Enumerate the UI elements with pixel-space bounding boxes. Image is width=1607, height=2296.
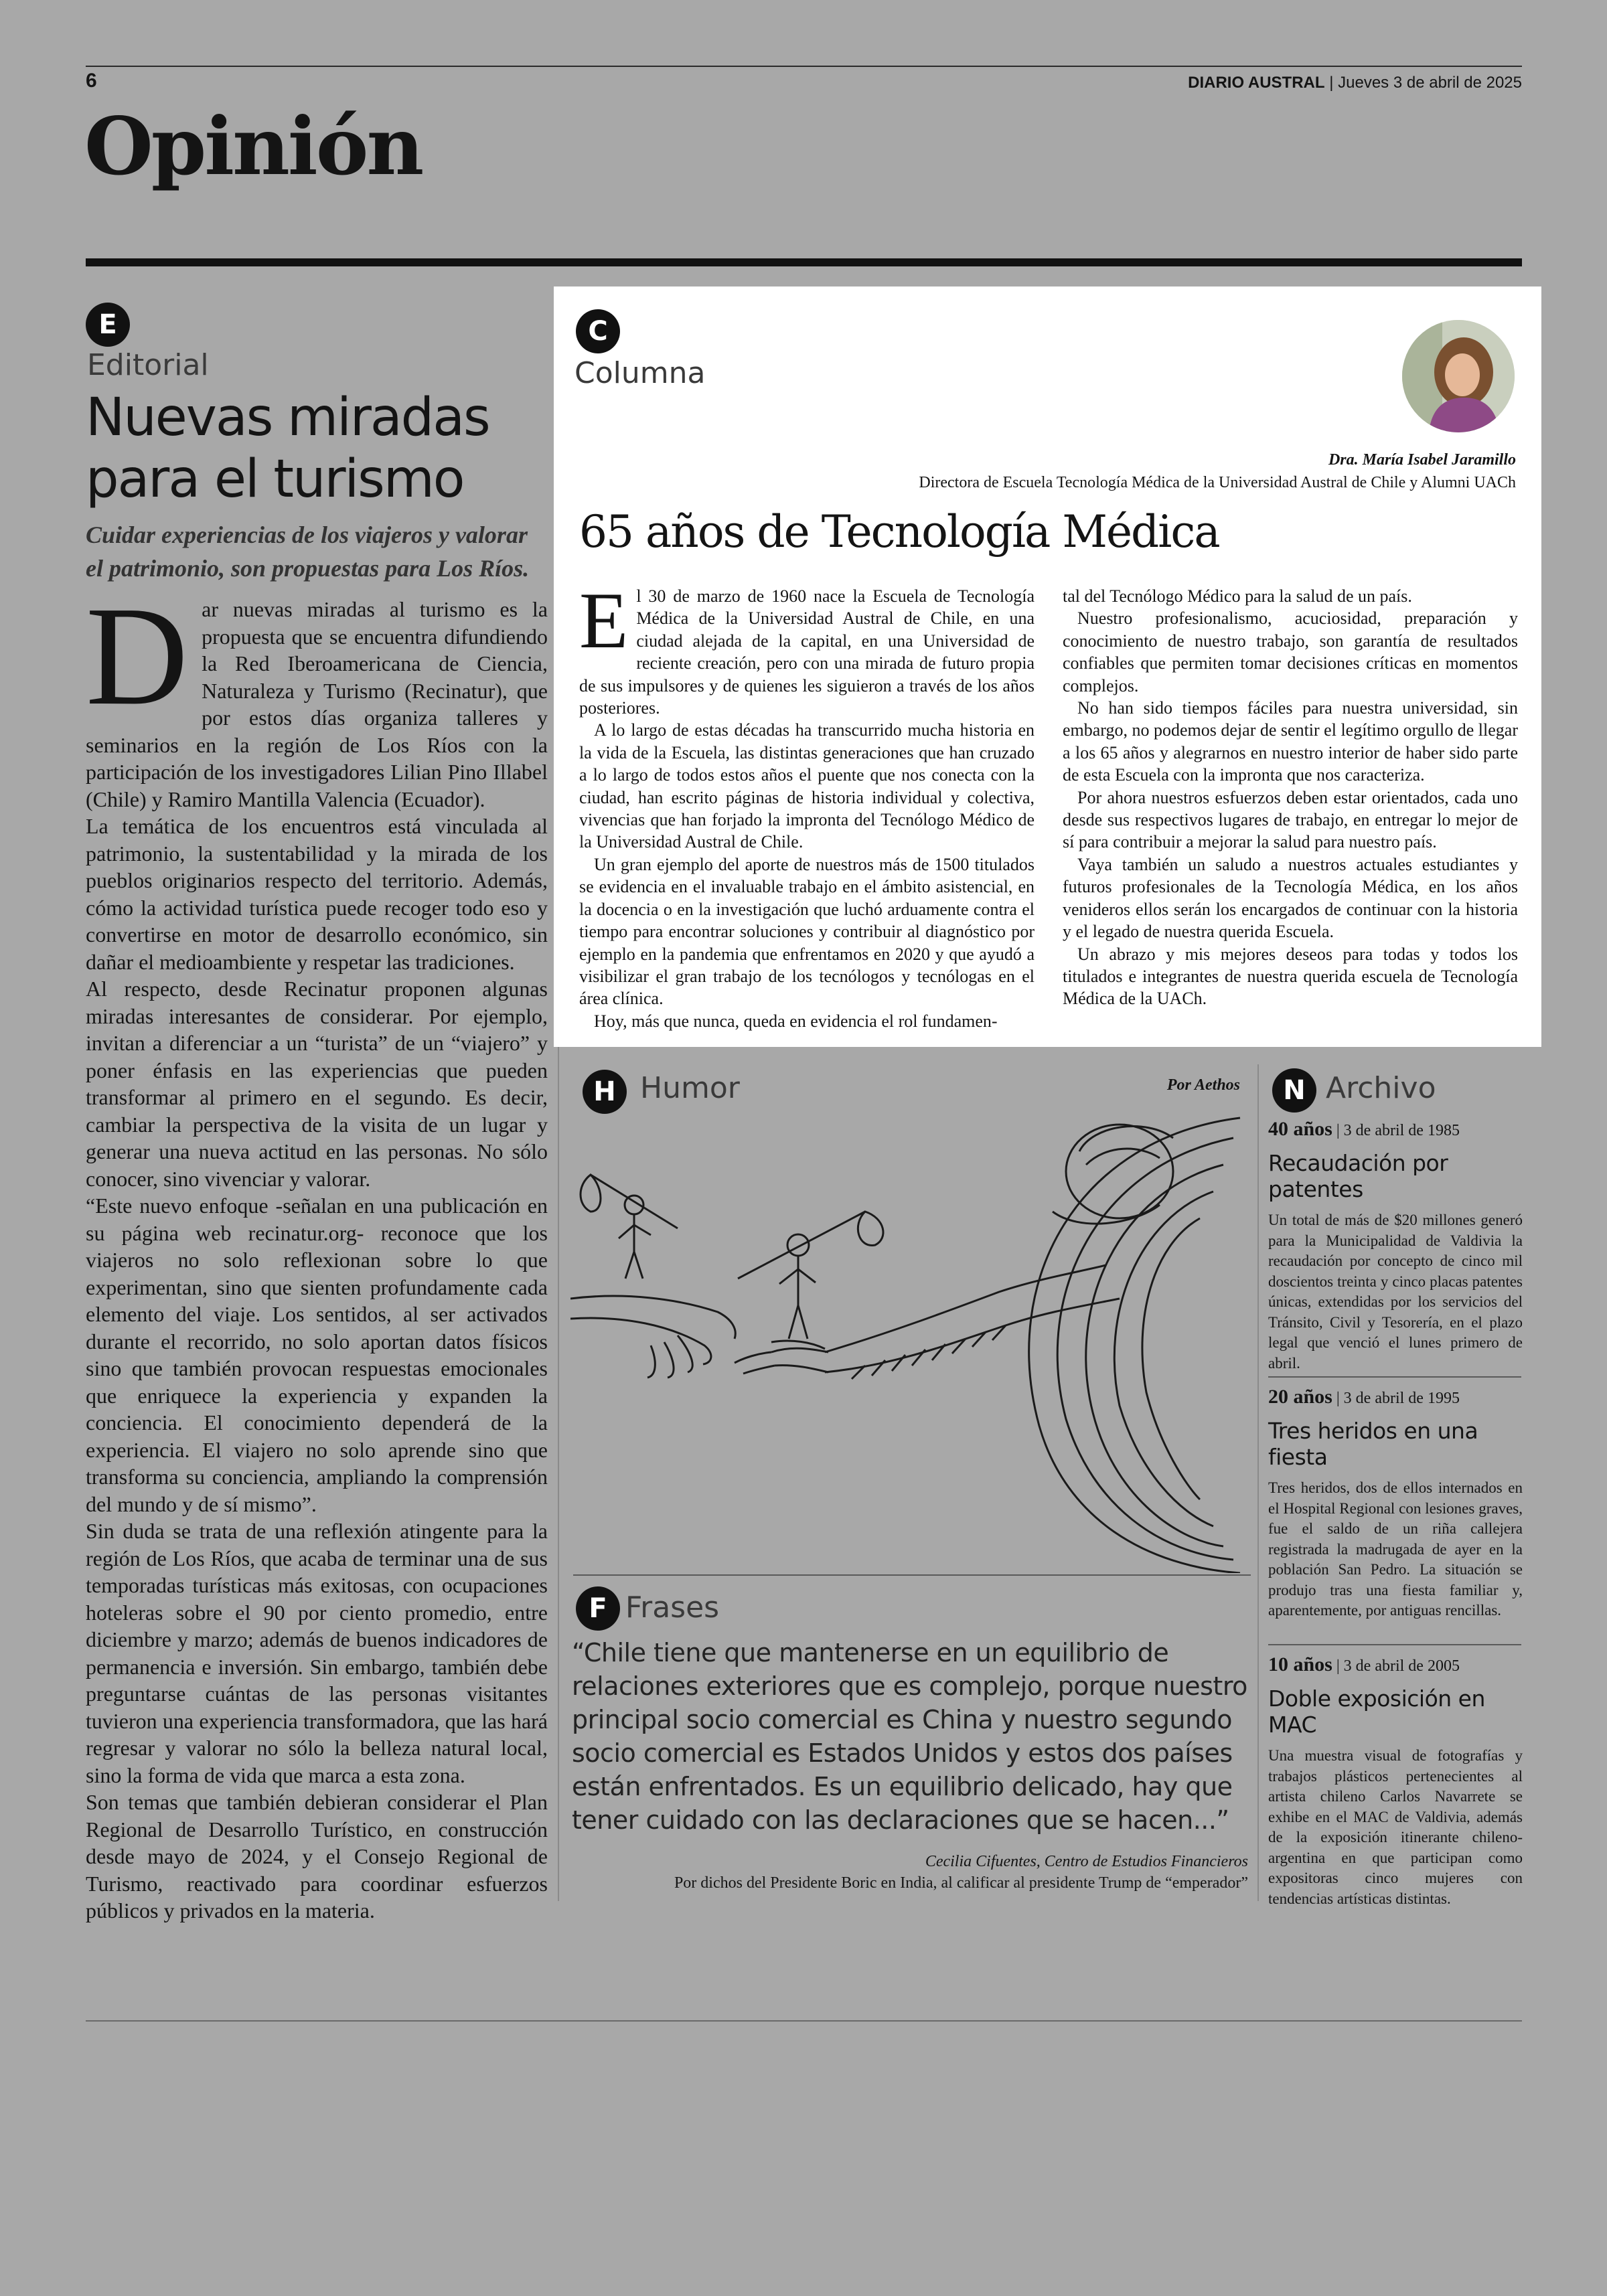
column-paragraph: No han sido tiempos fáciles para nuestra universidad, sin embargo, no podemos dejar de sentir el legítimo orgullo de llegar a los 65 años y alegrarnos en nuestro interior de haber sido parte de esta Escuela con la impronta que nos caracteriza. [1063, 698, 1518, 785]
column-paragraph: Hoy, más que nunca, queda en evidencia el rol fundamen- [594, 1011, 998, 1031]
humor-badge-icon: H [583, 1070, 627, 1114]
column-body-right [1063, 585, 1518, 1010]
editorial-lead: ar nuevas miradas al turismo es la propuesta que se encuentra difundiendo la Red Iberoamericana de Ciencia, Naturaleza y Turismo (Recinatur), que por estos días organiza talleres y seminarios en la región de Los Ríos con la participación de los investigadores Lilian Pino Illabel (Chile) y Ramiro Mantilla Valencia (Ecuador). [86, 597, 548, 811]
archivo-title: Recaudación por patentes [1268, 1150, 1448, 1202]
archivo-date: 3 de abril de 1995 [1343, 1390, 1460, 1407]
column-paragraph: tal del Tecnólogo Médico para la salud de un país. [1063, 586, 1412, 606]
humor-credit: Por Aethos [1166, 1076, 1240, 1094]
editorial-paragraph: “Este nuevo enfoque -señalan en una publicación en su página web recinatur.org- reconoce que los viajeros no solo reflexionan sobre lo que experimentan, sino que sienten profundamente cada elemento del viaje. Los sentidos, al ser activados durante el recorrido, no solo aportan datos físicos sino que también provocan respuestas emocionales que enriquece la experiencia y expanden la conciencia. El conocimiento dependerá de la experiencia. El viajero no solo aprende sino que transforma su conciencia, ampliando la comprensión del mundo y de sí mismo”. [86, 1194, 548, 1516]
column-paragraph: Por ahora nuestros esfuerzos deben estar orientados, cada uno desde sus respectivos lugares de trabajo, en entregar lo mejor de sí para contribuir a mejorar la salud para nuestro país. [1063, 787, 1518, 852]
archivo-item [1268, 1386, 1523, 1621]
archivo-text: Tres heridos, dos de ellos internados en el Hospital Regional con lesiones graves, fue el saldo de un riña callejera registrada la madrugada de ayer en la población San Pedro. La situación se produjo tras una fiesta familiar y, aparentemente, por antiguas rencillas. [1268, 1479, 1523, 1619]
author-portrait-icon [1402, 320, 1515, 432]
archivo-item-header [1268, 1118, 1523, 1141]
column-paragraph: Vaya también un saludo a nuestros actuales estudiantes y futuros profesionales de la Tecnología Médica, en los años venideros ellos serán los encargados de continuar con la historia y el legado de nuestra querida Escuela. [1063, 854, 1518, 942]
archivo-item-divider [1268, 1644, 1521, 1645]
archivo-text: Un total de más de $20 millones generó para la Municipalidad de Valdivia la recaudación por concepto de cinco mil doscientos treinta y cinco placas patentes únicas, extendidas por los servicios del Tránsito, Civil y Tesorería, en el plazo legal que venció el lunes primero de abril. [1268, 1212, 1523, 1372]
archivo-divider [1257, 1064, 1259, 1901]
editorial-drop-cap: D [86, 577, 189, 734]
top-rule [86, 66, 1522, 67]
author-photo [1402, 320, 1515, 432]
editorial-badge-icon: E [86, 303, 130, 347]
bottom-rule [86, 2020, 1522, 2022]
editorial-headline: Nuevas miradas para el turismo [86, 388, 489, 509]
archivo-item [1268, 1653, 1523, 1909]
archivo-item-divider [1268, 1376, 1521, 1378]
section-title: Opinión [84, 100, 423, 193]
humor-cartoon [570, 1111, 1241, 1573]
newspaper-name: DIARIO AUSTRAL [1188, 74, 1325, 92]
column-author-role: Directora de Escuela Tecnología Médica de la Universidad Austral de Chile y Alumni UACh [919, 474, 1516, 491]
editorial-paragraph: La temática de los encuentros está vinculada al patrimonio, la sustentabilidad y la mirada de los pueblos originarios respecto del territorio. Además, cómo la actividad turística puede recoger todo eso y convertirse en motor de desarrollo económico, sin dañar el medioambiente y respetar las tradiciones. [86, 814, 548, 974]
humor-frases-divider [573, 1574, 1251, 1576]
frases-context: Por dichos del Presidente Boric en India, al calificar al presidente Trump de “emperador” [674, 1874, 1248, 1892]
column-author: Dra. María Isabel Jaramillo [1328, 451, 1516, 469]
frases-attribution: Cecilia Cifuentes, Centro de Estudios Financieros [925, 1853, 1248, 1870]
archivo-item-header [1268, 1653, 1523, 1676]
archivo-item-header [1268, 1386, 1523, 1408]
column-paragraph: Nuestro profesionalismo, acuciosidad, preparación y conocimiento de nuestro trabajo, son garantía de resultados confiables que permiten tomar decisiones críticas en momentos complejos. [1063, 608, 1518, 695]
archivo-date: 3 de abril de 1985 [1343, 1122, 1460, 1139]
archivo-separator: | [1336, 1122, 1344, 1139]
section-rule [86, 258, 1522, 266]
column-headline: 65 años de Tecnología Médica [579, 506, 1219, 558]
archivo-years: 20 años [1268, 1386, 1332, 1408]
masthead-separator: | [1329, 74, 1338, 92]
humor-kicker: Humor [640, 1071, 740, 1105]
archivo-title: Tres heridos en una fiesta [1268, 1418, 1478, 1470]
column-badge-icon: C [576, 309, 620, 353]
frases-badge-icon: F [576, 1586, 620, 1631]
column-paragraph: A lo largo de estas décadas ha transcurrido mucha historia en la vida de la Escuela, las distintas generaciones que han cruzado a lo largo de todos estos años el puente que nos conecta con la ciudad, han escrito páginas de historia individual y colectiva, vivencias que han forjado la impronta del Tecnólogo Médico de la Universidad Austral de Chile. [579, 720, 1035, 852]
editorial-subhead: Cuidar experiencias de los viajeros y valorar el patrimonio, son propuestas para Los Ríos. [86, 521, 530, 582]
editorial-kicker: Editorial [87, 348, 209, 382]
editorial-paragraph: Son temas que también debieran considerar el Plan Regional de Desarrollo Turístico, en construcción desde mayo de 2024, y el Consejo Regional de Turismo, reactivado para coordinar esfuerzos públicos y privados en la materia. [86, 1790, 548, 1922]
archivo-date: 3 de abril de 2005 [1343, 1657, 1460, 1675]
frases-quote: “Chile tiene que mantenerse en un equilibrio de relaciones exteriores que es complejo, porque nuestro principal socio comercial es China y nuestro segundo socio comercial es Estados Unidos y estos dos países están enfrentados. Es un equilibrio delicado, hay que tener cuidado con las declaraciones que se hacen...” [572, 1638, 1247, 1835]
frases-kicker: Frases [625, 1590, 720, 1625]
archivo-badge-icon: N [1272, 1068, 1316, 1113]
column-drop-cap: E [579, 576, 629, 665]
archivo-item [1268, 1118, 1523, 1374]
column-kicker: Columna [575, 356, 706, 390]
column-paragraph: Un abrazo y mis mejores deseos para todas y todos los titulados e integrantes de nuestra querida escuela de Tecnología Médica de la UACh. [1063, 944, 1518, 1009]
cartoon-illustration-icon [570, 1111, 1241, 1573]
column-paragraph: Un gran ejemplo del aporte de nuestros más de 1500 titulados se evidencia en el invaluable trabajo en el ámbito asistencial, en la docencia o en la investigación que luchó arduamente contra el tiempo para encontrar soluciones y contribuir al diagnóstico por ejemplo en la pandemia que enfrentamos en 2020 y que ayudó a visibilizar el gran trabajo de los tecnólogos y tecnólogas en el área clínica. [579, 854, 1035, 1009]
archivo-text: Una muestra visual de fotografías y trabajos plásticos pertenecientes al artista chileno Carlos Navarrete se exhibe en el MAC de Valdivia, además de la exposición itinerante chileno-argentina en que participan como expositoras cinco mujeres con tendencias artísticas distintas. [1268, 1747, 1523, 1907]
archivo-years: 40 años [1268, 1118, 1332, 1140]
page-number: 6 [86, 70, 97, 92]
masthead-line [1188, 74, 1522, 92]
editorial-paragraph: Sin duda se trata de una reflexión atingente para la región de Los Ríos, que acaba de terminar una de sus temporadas turísticas más exitosas, con ocupaciones hoteleras sobre el 90 por ciento promedio, entre diciembre y marzo; además de buenos indicadores de permanencia e inversión. Sin embargo, también debe preguntarse cuántas de las personas visitantes tuvieron una experiencia transformadora, que las hará regresar y valorar no sólo la belleza natural local, sino la forma de vida que marca a esta zona. [86, 1519, 548, 1787]
column-paragraph: l 30 de marzo de 1960 nace la Escuela de Tecnología Médica de la Universidad Austral de Chile, en una ciudad alejada de la capital, en una Universidad de reciente creación, pero con una mirada de futuro propia de sus impulsores y de quienes les siguieron a través de los años posteriores. [579, 586, 1035, 718]
archivo-separator: | [1336, 1390, 1344, 1407]
editorial-body [86, 577, 548, 1924]
archivo-years: 10 años [1268, 1653, 1332, 1675]
editorial-paragraph: Al respecto, desde Recinatur proponen algunas miradas interesantes de considerar. Por ejemplo, invitan a diferenciar a un “turista” de un “viajero” y poner énfasis en las experiencias que pueden transformar al primero en el segundo. Es decir, cambiar la perspectiva de la visita de un lugar y generar una nueva actitud en las personas. No sólo conocer, sino vivenciar y valorar. [86, 977, 548, 1191]
archivo-title: Doble exposición en MAC [1268, 1686, 1485, 1738]
column-body-left [579, 576, 1035, 1032]
archivo-kicker: Archivo [1326, 1071, 1436, 1105]
edition-date: Jueves 3 de abril de 2025 [1338, 74, 1522, 92]
archivo-separator: | [1336, 1657, 1344, 1675]
